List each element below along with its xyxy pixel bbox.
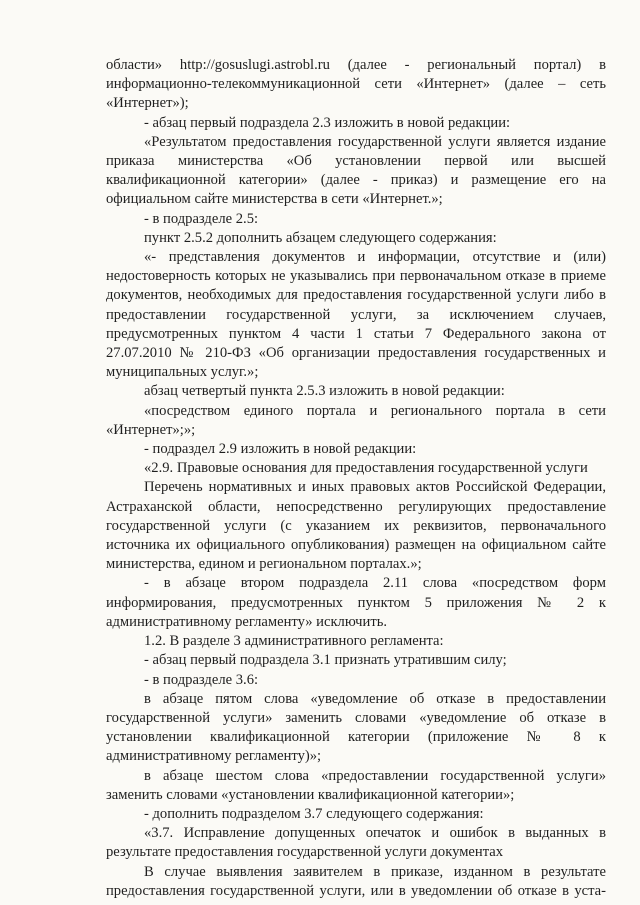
- paragraph: - подраздел 2.9 изложить в новой редакции:: [144, 441, 417, 458]
- paragraph: «- представления документов и информации, отсутствие и (или) недостоверность которых не указывались при первоначальном отказе в приеме документов, необходимых для предоставления государственной услуги либо в предоставлении государственной услуги, за исключением случаев, предусмотренных пунктом 4 части 1 статьи 7 Федерального закона от 27.07.2010 № 210-ФЗ «Об организации предоставления государственных и муниципальных услуг.»;: [106, 249, 606, 381]
- paragraph: в абзаце пятом слова «уведомление об отказе в предоставлении государственной услуги» заменить словами «уведомление об отказе в установлении квалификационной категории (приложение № 8 к административному регламенту)»;: [106, 690, 606, 765]
- paragraph: Перечень нормативных и иных правовых актов Российской Федерации, Астраханской области, непосредственно регулирующих предоставление государственной услуги (с указанием их реквизитов, первоначального источника их официального опубликования) размещен на официальном сайте министерства, едином и региональном порталах.»;: [106, 479, 606, 573]
- paragraph: абзац четвертый пункта 2.5.3 изложить в новой редакции:: [144, 383, 505, 400]
- paragraph: «Результатом предоставления государственной услуги является издание приказа министерства «Об установлении первой или высшей квалификационной категории» (далее - приказ) и размещение его на официальном сайте министерства в сети «Интернет.»;: [106, 133, 606, 208]
- section-heading: «3.7. Исправление допущенных опечаток и ошибок в выданных в результате предоставления государственной услуги документах: [106, 825, 606, 861]
- paragraph: - в подразделе 2.5:: [144, 210, 259, 227]
- paragraph: «посредством единого портала и регионального портала в сети «Интернет»;»;: [106, 402, 606, 438]
- paragraph: - дополнить подразделом 3.7 следующего содержания:: [144, 805, 484, 822]
- section-heading: «2.9. Правовые основания для предоставления государственной услуги: [144, 460, 588, 477]
- paragraph: в абзаце шестом слова «предоставлении государственной услуги» заменить словами «установлении квалификационной категории»;: [106, 767, 606, 803]
- paragraph: - абзац первый подраздела 3.1 признать утратившим силу;: [144, 652, 507, 669]
- paragraph: - в подразделе 3.6:: [144, 671, 259, 688]
- paragraph: - абзац первый подраздела 2.3 изложить в новой редакции:: [144, 114, 511, 131]
- paragraph: области» http://gosuslugi.astrobl.ru (далее - региональный портал) в информационно-телекоммуникационной сети «Интернет» (далее – сеть «Интернет»);: [106, 57, 606, 112]
- document-body: [106, 56, 606, 901]
- paragraph: 1.2. В разделе 3 административного регламента:: [144, 633, 444, 650]
- paragraph: пункт 2.5.2 дополнить абзацем следующего содержания:: [144, 229, 497, 246]
- paragraph: В случае выявления заявителем в приказе, изданном в результате предоставления государственной услуги, или в уведомлении об отказе в уста-: [106, 863, 606, 899]
- paragraph: - в абзаце втором подраздела 2.11 слова «посредством форм информирования, предусмотренных пунктом 5 приложения № 2 к административному регламенту» исключить.: [106, 575, 606, 630]
